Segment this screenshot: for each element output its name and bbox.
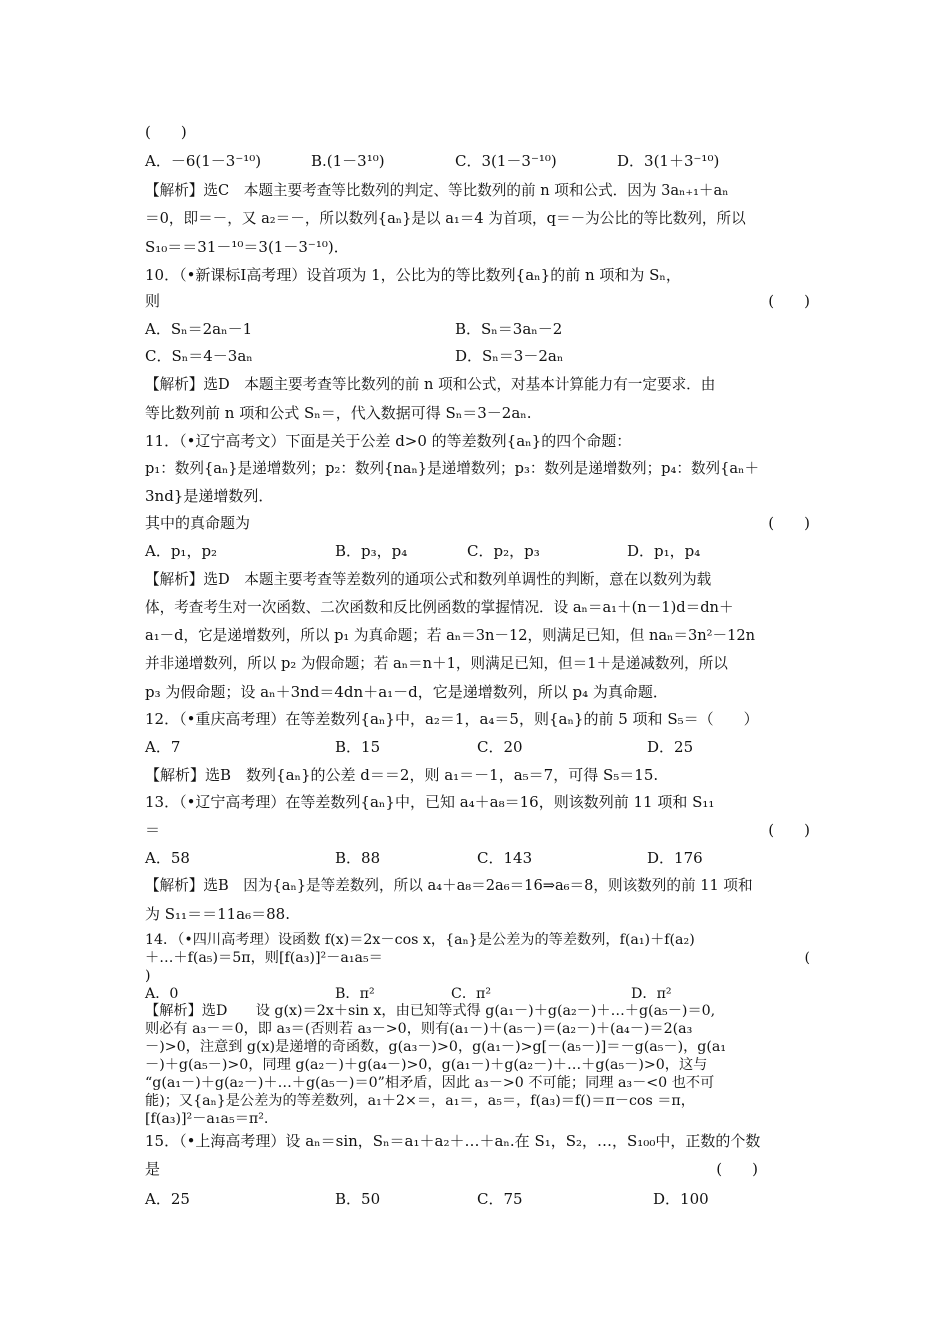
solution-line: ＝0，即＝－，又 a₂＝－，所以数列{aₙ}是以 a₁＝4 为首项，q＝－为公比的等比数列，所以 <box>145 210 746 227</box>
question-14-stem: ) <box>145 968 151 984</box>
solution-line: 【解析】选B 数列{aₙ}的公差 d＝＝2，则 a₁＝－1，a₅＝7，可得 S₅＝15. <box>145 766 659 784</box>
solution-line: 【解析】选D 设 g(x)＝2x＋sin x，由已知等式得 g(a₁－)＋g(a₂－)＋…＋g(a₅－)＝0, <box>145 1003 716 1019</box>
answer-bracket: ( ) <box>768 514 810 532</box>
option-d: D．25 <box>647 738 694 756</box>
option-d: D．3(1＋3⁻¹⁰) <box>617 152 720 170</box>
option-d: D．176 <box>647 849 703 867</box>
solution-line: [f(a₃)]²－a₁a₅＝π². <box>145 1111 269 1127</box>
option-c: C．20 <box>477 738 523 756</box>
question-10-stem: 则 ( ) <box>145 292 810 310</box>
solution-line: 体，考查考生对一次函数、二次函数和反比例函数的掌握情况．设 aₙ＝a₁＋(n－1)d＝dn＋ <box>145 599 734 616</box>
question-13-stem: 13．（•辽宁高考理）在等差数列{aₙ}中，已知 a₄＋a₈＝16，则该数列前 11 项和 S₁₁ <box>145 793 715 811</box>
option-b: B．15 <box>335 738 381 756</box>
solution-line: 【解析】选B 因为{aₙ}是等差数列，所以 a₄＋a₈＝2a₆＝16⇒a₆＝8，则该数列的前 11 项和 <box>145 877 753 894</box>
option-c: C．π² <box>451 986 492 1002</box>
solution-line: 等比数列前 n 项和公式 Sₙ＝，代入数据可得 Sₙ＝3－2aₙ. <box>145 404 532 422</box>
option-a: A．0 <box>145 986 179 1002</box>
solution-line: a₁－d，它是递增数列，所以 p₁ 为真命题；若 aₙ＝3n－12，则满足已知，但 naₙ＝3n²－12n <box>145 627 756 644</box>
option-d: D．p₁，p₄ <box>627 542 701 560</box>
solution-line: 能)；又{aₙ}是公差为的等差数列，a₁＋2×＝，a₁＝，a₅＝，f(a₃)＝f()＝π－cos ＝π， <box>145 1093 695 1109</box>
option-c: C．3(1－3⁻¹⁰) <box>455 152 557 170</box>
solution-line: “g(a₁－)＋g(a₂－)＋…＋g(a₅－)＝0”相矛盾，因此 a₃－>0 不可能；同理 a₃－<0 也不可 <box>145 1075 715 1091</box>
option-b: B．88 <box>335 849 381 867</box>
option-b: B．Sₙ＝3aₙ－2 <box>455 320 563 338</box>
question-11-stem: 3nd}是递增数列． <box>145 487 274 505</box>
option-d: D．Sₙ＝3－2aₙ <box>455 347 564 365</box>
question-14-stem: ＋…＋f(a₅)＝5π，则[f(a₃)]²－a₁a₅＝ ( <box>145 950 810 966</box>
option-c: C．75 <box>477 1190 523 1208</box>
answer-bracket: ( ) <box>716 1160 758 1178</box>
q15-options <box>145 1189 810 1209</box>
option-a: A．Sₙ＝2aₙ－1 <box>145 320 253 338</box>
solution-line: －)>0，注意到 g(x)是递增的奇函数，g(a₃－)>0，g(a₁－)>g[－(a₅－)]＝－g(a₅－)，g(a₁ <box>145 1039 727 1055</box>
solution-line: p₃ 为假命题；设 aₙ＋3nd＝4dn＋a₁－d，它是递增数列，所以 p₄ 为真命题． <box>145 683 668 701</box>
question-15-stem: 15．（•上海高考理）设 aₙ＝sin，Sₙ＝a₁＋a₂＋…＋aₙ.在 S₁，S₂，…，S₁₀₀中，正数的个数 <box>145 1132 761 1150</box>
q13-options <box>145 848 810 868</box>
solution-line: 【解析】选D 本题主要考查等比数列的前 n 项和公式，对基本计算能力有一定要求．由 <box>145 376 716 393</box>
option-a: A．58 <box>145 849 190 867</box>
option-a: A．－6(1－3⁻¹⁰) <box>145 152 262 170</box>
option-a: A．p₁，p₂ <box>145 542 218 560</box>
q9-answer-bracket: ( ) <box>145 123 187 141</box>
q11-options <box>145 541 810 561</box>
solution-line: －)＋g(a₅－)>0，同理 g(a₂－)＋g(a₄－)>0，g(a₁－)＋g(a₂－)＋…＋g(a₅－)>0，这与 <box>145 1057 708 1073</box>
q9-options <box>145 151 810 171</box>
q12-options <box>145 737 810 757</box>
answer-bracket: ( ) <box>768 821 810 839</box>
option-c: C．Sₙ＝4－3aₙ <box>145 347 253 365</box>
question-11-stem: p₁：数列{aₙ}是递增数列；p₂：数列{naₙ}是递增数列；p₃：数列是递增数列；p₄：数列{aₙ＋ <box>145 460 760 477</box>
option-d: D．π² <box>631 986 672 1002</box>
option-b: B.(1－3¹⁰) <box>311 152 385 170</box>
answer-bracket: ( <box>804 950 810 966</box>
option-b: B．50 <box>335 1190 381 1208</box>
option-c: C．143 <box>477 849 533 867</box>
solution-line: 【解析】选C 本题主要考查等比数列的判定、等比数列的前 n 项和公式．因为 3aₙ₊₁＋aₙ <box>145 182 729 199</box>
question-15-stem: 是 ( ) <box>145 1160 758 1178</box>
answer-bracket: ( ) <box>768 292 810 310</box>
option-d: D．100 <box>653 1190 709 1208</box>
q10-options-row2 <box>145 346 810 366</box>
question-11-stem: 其中的真命题为 ( ) <box>145 514 810 532</box>
option-b: B．π² <box>335 986 375 1002</box>
question-11-stem: 11．（•辽宁高考文）下面是关于公差 d>0 的等差数列{aₙ}的四个命题： <box>145 432 632 450</box>
question-10-stem: 10．（•新课标Ⅰ高考理）设首项为 1，公比为的等比数列{aₙ}的前 n 项和为 Sₙ， <box>145 266 681 284</box>
solution-line: S₁₀＝＝31－¹⁰＝3(1－3⁻¹⁰)． <box>145 238 349 256</box>
solution-line: 并非递增数列，所以 p₂ 为假命题；若 aₙ＝n＋1，则满足已知，但＝1＋是递减数列，所以 <box>145 655 728 672</box>
question-13-stem: ＝ ( ) <box>145 821 810 839</box>
option-b: B．p₃，p₄ <box>335 542 408 560</box>
question-12-stem: 12．（•重庆高考理）在等差数列{aₙ}中，a₂＝1，a₄＝5，则{aₙ}的前 5 项和 S₅＝（ ） <box>145 710 759 728</box>
solution-line: 【解析】选D 本题主要考查等差数列的通项公式和数列单调性的判断，意在以数列为载 <box>145 571 712 588</box>
question-14-stem: 14．（•四川高考理）设函数 f(x)＝2x－cos x，{aₙ}是公差为的等差数列，f(a₁)＋f(a₂) <box>145 932 695 948</box>
option-a: A．25 <box>145 1190 190 1208</box>
option-a: A．7 <box>145 738 181 756</box>
solution-line: 则必有 a₃－＝0，即 a₃＝(否则若 a₃－>0，则有(a₁－)＋(a₅－)＝(a₂－)＋(a₄－)＝2(a₃ <box>145 1021 693 1037</box>
q10-options-row1 <box>145 319 810 339</box>
option-c: C．p₂，p₃ <box>467 542 540 560</box>
solution-line: 为 S₁₁＝＝11a₆＝88. <box>145 905 290 923</box>
